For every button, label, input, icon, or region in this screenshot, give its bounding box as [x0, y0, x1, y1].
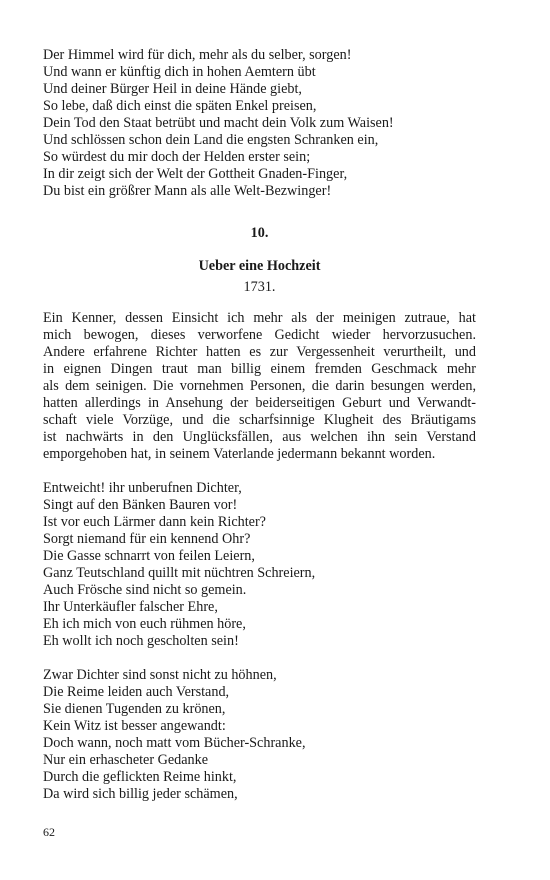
verse-line: Sie dienen Tugenden zu krönen,	[43, 701, 226, 717]
intro-paragraph	[43, 310, 476, 463]
page-number: 62	[43, 825, 55, 839]
verse-line: Kein Witz ist besser angewandt:	[43, 718, 226, 734]
verse-line: Singt auf den Bänken Bauren vor!	[43, 497, 238, 513]
intro-line: emporgehoben hat, in seinem Vaterlande jedermann bekannt worden.	[43, 446, 436, 462]
verse-line: Eh wollt ich noch gescholten sein!	[43, 633, 239, 649]
verse-line: Entweicht! ihr unberufnen Dichter,	[43, 480, 242, 496]
poem-number: 10.	[250, 225, 269, 241]
poem-year: 1731.	[243, 279, 276, 295]
intro-line: schaft viele Vorzüge, und die scharfsinnige Klugheit des Bräutigams	[43, 412, 476, 428]
verse-line: Du bist ein größrer Mann als alle Welt-Bezwinger!	[43, 183, 332, 199]
intro-line: mich bewogen, dieses verworfene Gedicht wieder hervorzusuchen.	[43, 327, 476, 343]
verse-line: Und schlössen schon dein Land die engsten Schranken ein,	[43, 132, 379, 148]
verse-line: Die Gasse schnarrt von feilen Leiern,	[43, 548, 255, 564]
verse-line: In dir zeigt sich der Welt der Gottheit Gnaden-Finger,	[43, 166, 348, 182]
intro-line: Andere erfahrene Richter hatten es zur Vergessenheit verurtheilt, und	[43, 344, 476, 360]
verse-line: Ist vor euch Lärmer dann kein Richter?	[43, 514, 266, 530]
intro-line: in eignen Dingen traut man billig einem fremden Geschmack mehr	[43, 361, 476, 377]
verse-line: Da wird sich billig jeder schämen,	[43, 786, 238, 802]
verse-line: Dein Tod den Staat betrübt und macht dein Volk zum Waisen!	[43, 115, 394, 131]
verse-line: Ganz Teutschland quillt mit nüchtren Schreiern,	[43, 565, 316, 581]
verse-line: Und deiner Bürger Heil in deine Hände giebt,	[43, 81, 302, 97]
intro-line: hatten allerdings in Ansehung der beiderseitigen Geburt und Verwandt-	[43, 395, 476, 411]
verse-line: Eh ich mich von euch rühmen höre,	[43, 616, 246, 632]
intro-line: Ein Kenner, dessen Einsicht ich mehr als der meinigen zutraue, hat	[43, 310, 476, 326]
verse-line: Zwar Dichter sind sonst nicht zu höhnen,	[43, 667, 277, 683]
verse-line: Ihr Unterkäufler falscher Ehre,	[43, 599, 218, 615]
verse-line: Auch Frösche sind nicht so gemein.	[43, 582, 247, 598]
intro-line: ist nachwärts in den Unglücksfällen, aus welchen ihn sein Verstand	[43, 429, 476, 445]
book-page	[43, 47, 476, 803]
verse-line: So lebe, daß dich einst die späten Enkel preisen,	[43, 98, 317, 114]
verse-line: Und wann er künftig dich in hohen Aemtern übt	[43, 64, 316, 80]
verse-stanza-2	[43, 667, 476, 803]
verse-line: Der Himmel wird für dich, mehr als du selber, sorgen!	[43, 47, 352, 63]
verse-line: Sorgt niemand für ein kennend Ohr?	[43, 531, 251, 547]
intro-line: als dem seinigen. Die vornehmen Personen, die darin besungen werden,	[43, 378, 476, 394]
verse-line: Die Reime leiden auch Verstand,	[43, 684, 230, 700]
section-gap	[43, 463, 476, 480]
verse-stanza-top	[43, 47, 476, 200]
verse-line: Doch wann, noch matt vom Bücher-Schranke,	[43, 735, 306, 751]
verse-line: Nur ein erhascheter Gedanke	[43, 752, 209, 768]
verse-line: Durch die geflickten Reime hinkt,	[43, 769, 237, 785]
verse-line: So würdest du mir doch der Helden erster sein;	[43, 149, 311, 165]
verse-stanza-1	[43, 480, 476, 650]
poem-title: Ueber eine Hochzeit	[198, 258, 321, 274]
